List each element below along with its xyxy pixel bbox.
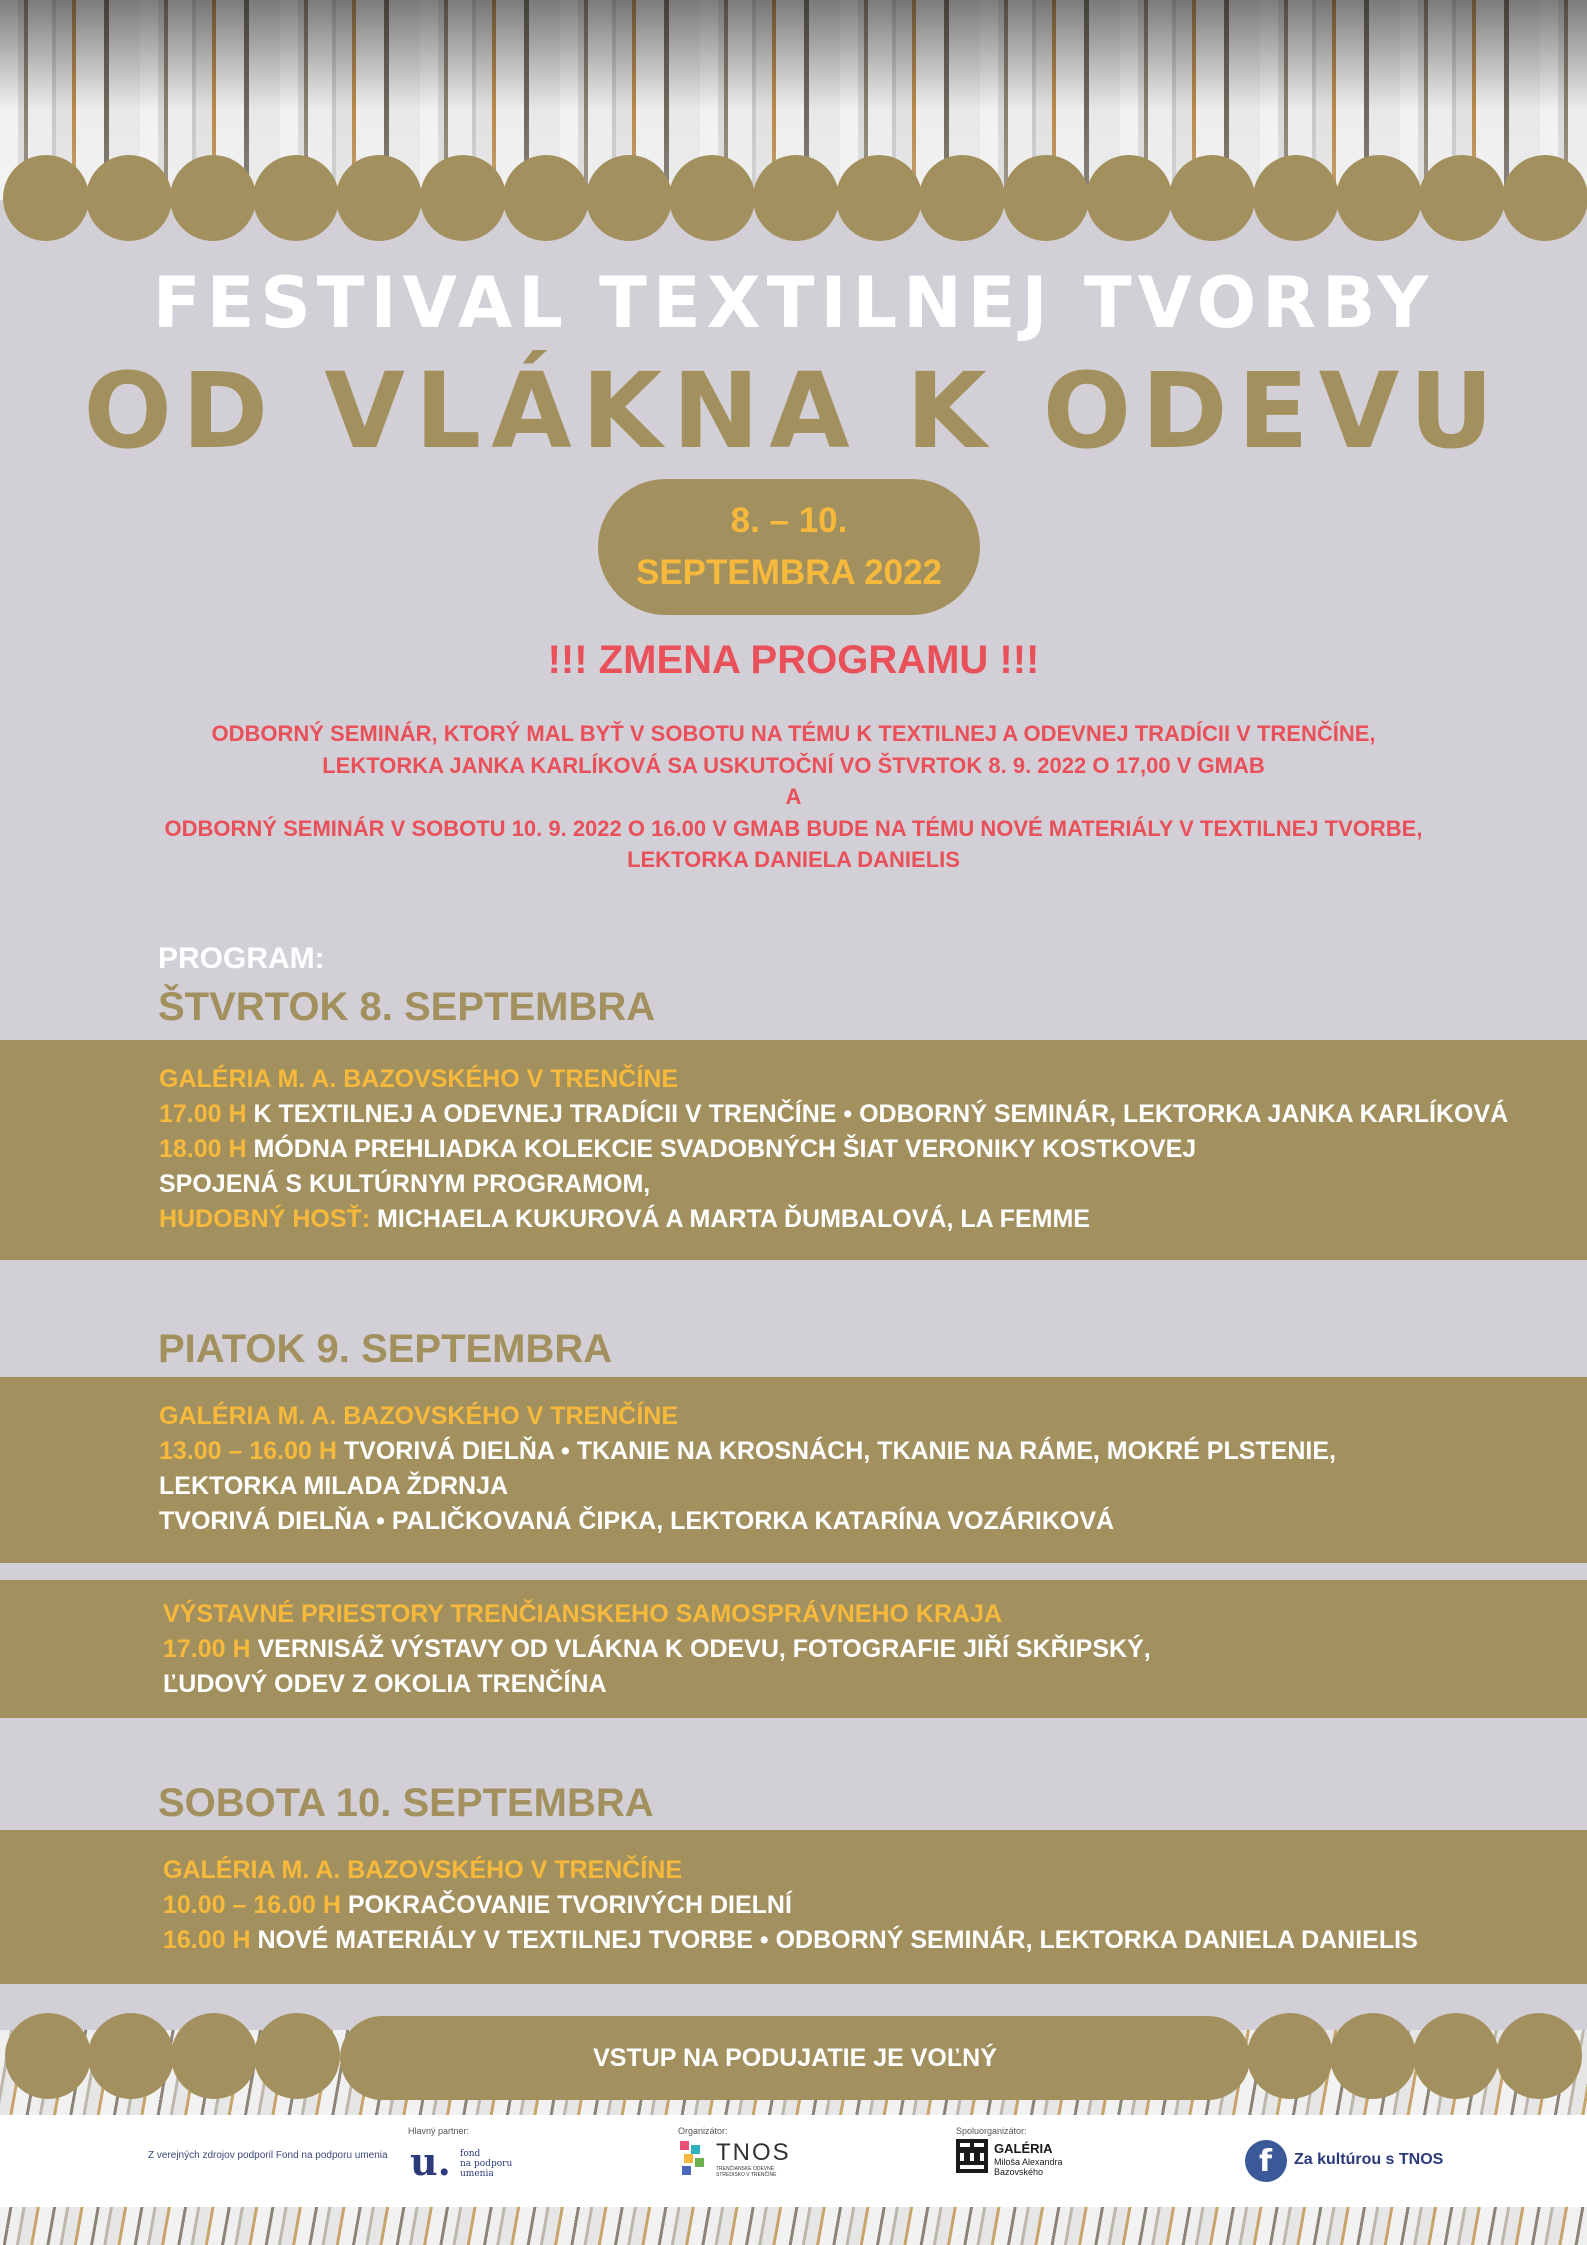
decorative-circle <box>836 155 922 241</box>
partner-caption: Hlavný partner: <box>408 2126 470 2136</box>
decorative-circle <box>503 155 589 241</box>
tnos-mark-icon <box>680 2141 708 2175</box>
top-circle-border <box>0 155 1587 245</box>
event-description: VERNISÁŽ VÝSTAVY OD VLÁKNA K ODEVU, FOTOGRAFIE JIŘÍ SKŘIPSKÝ, <box>250 1635 1151 1663</box>
event-description: NOVÉ MATERIÁLY V TEXTILNEJ TVORBE • ODBORNÝ SEMINÁR, LEKTORKA DANIELA DANIELIS <box>250 1926 1418 1954</box>
program-change-notice <box>0 718 1587 876</box>
event-time: 10.00 – 16.00 H <box>163 1891 341 1919</box>
decorative-circle <box>171 2013 257 2099</box>
main-title: OD VLÁKNA K ODEVU <box>83 350 1504 472</box>
free-entry-banner: VSTUP NA PODUJATIE JE VOĽNÝ <box>340 2016 1250 2100</box>
coorganizer-caption: Spoluorganizátor: <box>956 2126 1027 2136</box>
event-description: MÓDNA PREHLIADKA KOLEKCIE SVADOBNÝCH ŠIAT VERONIKY KOSTKOVEJ <box>246 1135 1197 1163</box>
venue-label: GALÉRIA M. A. BAZOVSKÉHO V TRENČÍNE <box>159 1065 679 1093</box>
notice-line: A <box>785 784 802 809</box>
gallery-name: GALÉRIA <box>994 2141 1053 2156</box>
event-description: POKRAČOVANIE TVORIVÝCH DIELNÍ <box>340 1891 792 1919</box>
guest-label: HUDOBNÝ HOSŤ: <box>159 1205 371 1233</box>
decorative-circle <box>753 155 839 241</box>
decorative-circle <box>1330 2013 1416 2099</box>
support-text: Z verejných zdrojov podporil Fond na podporu umenia <box>148 2150 388 2161</box>
decorative-circle <box>86 155 172 241</box>
gallery-mark-icon <box>956 2139 988 2173</box>
fpu-logo <box>410 2139 530 2189</box>
notice-line: ODBORNÝ SEMINÁR, KTORÝ MAL BYŤ V SOBOTU NA TÉMU K TEXTILNEJ A ODEVNEJ TRADÍCII V TRENČÍNE, <box>211 721 1376 746</box>
facebook-icon[interactable]: f <box>1245 2140 1287 2182</box>
decorative-circle <box>586 155 672 241</box>
event-time: 17.00 H <box>163 1635 251 1663</box>
saturday-schedule-band <box>0 1830 1587 1984</box>
decorative-circle <box>5 2013 91 2099</box>
venue-label: GALÉRIA M. A. BAZOVSKÉHO V TRENČÍNE <box>159 1402 679 1430</box>
decorative-circle <box>1253 155 1339 241</box>
event-time: 16.00 H <box>163 1926 251 1954</box>
venue-label: GALÉRIA M. A. BAZOVSKÉHO V TRENČÍNE <box>163 1856 683 1884</box>
thursday-schedule-band <box>0 1040 1587 1260</box>
gallery-logo <box>956 2139 1086 2189</box>
date-line-2: SEPTEMBRA 2022 <box>635 553 943 592</box>
organizer-caption: Organizátor: <box>678 2126 728 2136</box>
decorative-circle <box>420 155 506 241</box>
program-label: PROGRAM: <box>158 942 325 975</box>
tnos-name: TNOS <box>716 2139 791 2166</box>
decorative-circle <box>1086 155 1172 241</box>
decorative-circle <box>1496 2013 1582 2099</box>
date-line-1: 8. – 10. <box>730 501 848 540</box>
gallery-sub: Miloša Alexandra Bazovského <box>994 2157 1063 2177</box>
notice-line: LEKTORKA DANIELA DANIELIS <box>627 847 960 872</box>
friday-schedule-band <box>0 1377 1587 1563</box>
event-description: K TEXTILNEJ A ODEVNEJ TRADÍCII V TRENČÍNE • ODBORNÝ SEMINÁR, LEKTORKA JANKA KARLÍKOVÁ <box>246 1100 1509 1128</box>
decorative-circle <box>669 155 755 241</box>
decorative-circle <box>1413 2013 1499 2099</box>
event-time: 17.00 H <box>159 1100 247 1128</box>
event-description: ĽUDOVÝ ODEV Z OKOLIA TRENČÍNA <box>163 1670 607 1698</box>
decorative-circle <box>254 2013 340 2099</box>
event-time: 13.00 – 16.00 H <box>159 1437 337 1465</box>
event-description: TVORIVÁ DIELŇA • TKANIE NA KROSNÁCH, TKANIE NA RÁME, MOKRÉ PLSTENIE, <box>336 1437 1336 1465</box>
decorative-circle <box>88 2013 174 2099</box>
thursday-title: ŠTVRTOK 8. SEPTEMBRA <box>158 985 656 1029</box>
decorative-circle <box>1419 155 1505 241</box>
event-description: SPOJENÁ S KULTÚRNYM PROGRAMOM, <box>159 1170 651 1198</box>
program-change-title: !!! ZMENA PROGRAMU !!! <box>547 638 1040 682</box>
friday-title: PIATOK 9. SEPTEMBRA <box>158 1327 613 1371</box>
sponsor-footer <box>0 2115 1587 2207</box>
saturday-title: SOBOTA 10. SEPTEMBRA <box>158 1781 654 1825</box>
exhibition-schedule-band <box>0 1580 1587 1718</box>
decorative-circle <box>336 155 422 241</box>
festival-title: FESTIVAL TEXTILNEJ TVORBY <box>152 262 1435 344</box>
decorative-circle <box>1336 155 1422 241</box>
event-description: TVORIVÁ DIELŇA • PALIČKOVANÁ ČIPKA, LEKTORKA KATARÍNA VOZÁRIKOVÁ <box>159 1507 1115 1535</box>
event-description: LEKTORKA MILADA ŽDRNJA <box>159 1472 509 1500</box>
notice-line: ODBORNÝ SEMINÁR V SOBOTU 10. 9. 2022 O 16.00 V GMAB BUDE NA TÉMU NOVÉ MATERIÁLY V TEXTILNEJ TVORBE, <box>164 815 1423 841</box>
decorative-circle <box>3 155 89 241</box>
decorative-circle <box>1247 2013 1333 2099</box>
decorative-circle <box>1003 155 1089 241</box>
fpu-u-icon: u. <box>410 2139 451 2184</box>
event-time: 18.00 H <box>159 1135 247 1163</box>
fpu-name: fond na podporu umenia <box>460 2149 513 2179</box>
decorative-circle <box>1169 155 1255 241</box>
guest-names: MICHAELA KUKUROVÁ A MARTA ĎUMBALOVÁ, LA FEMME <box>370 1205 1090 1233</box>
tnos-logo <box>680 2139 800 2189</box>
decorative-circle <box>253 155 339 241</box>
notice-line: LEKTORKA JANKA KARLÍKOVÁ SA USKUTOČNÍ VO ŠTVRTOK 8. 9. 2022 O 17,00 V GMAB <box>322 752 1265 778</box>
facebook-page-link[interactable]: Za kultúrou s TNOS <box>1294 2151 1444 2168</box>
decorative-circle <box>170 155 256 241</box>
decorative-circle <box>1502 155 1587 241</box>
venue-label: VÝSTAVNÉ PRIESTORY TRENČIANSKEHO SAMOSPRÁVNEHO KRAJA <box>163 1600 1003 1628</box>
decorative-circle <box>919 155 1005 241</box>
date-badge <box>598 479 980 615</box>
tnos-sub: TRENČIANSKE ODEVNÉ STREDISKO V TRENČÍNE <box>716 2166 777 2178</box>
